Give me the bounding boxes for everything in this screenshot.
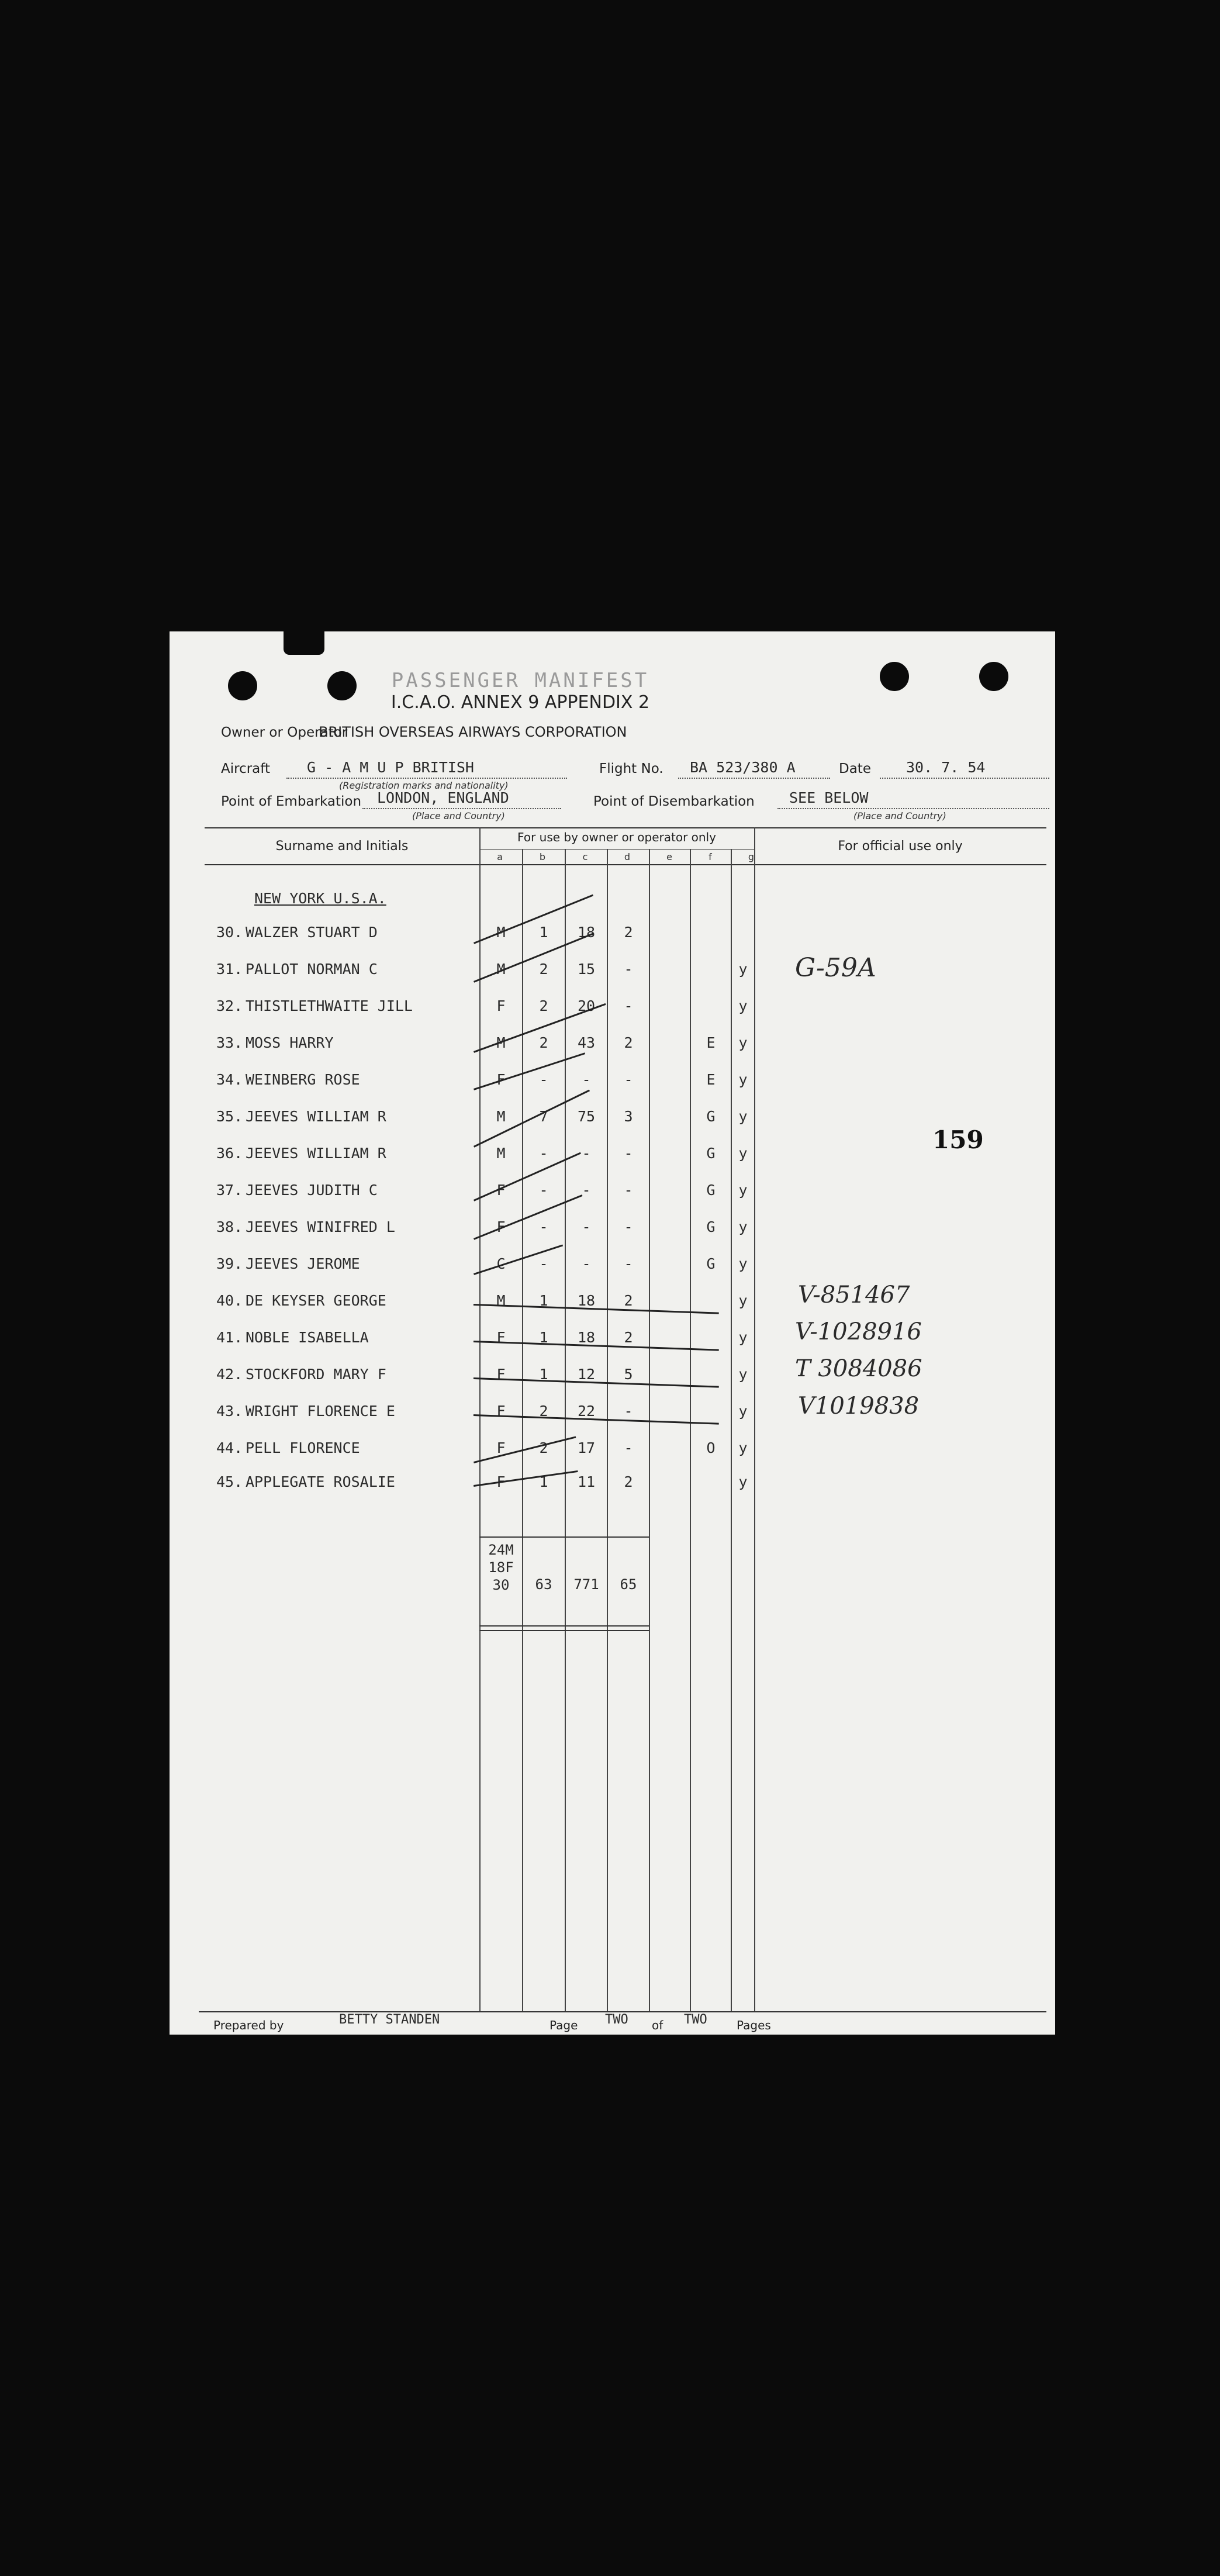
dotted-line bbox=[362, 808, 561, 809]
passenger-row bbox=[170, 1255, 1055, 1289]
passenger-row bbox=[170, 1218, 1055, 1252]
flight-label: Flight No. bbox=[599, 761, 663, 776]
cell-c: 18 bbox=[577, 1292, 596, 1309]
passenger-row bbox=[170, 1473, 1055, 1507]
manifest-page bbox=[170, 631, 1055, 2035]
aircraft-label: Aircraft bbox=[221, 761, 270, 776]
cell-f: G bbox=[706, 1108, 716, 1125]
cell-b: - bbox=[539, 1255, 548, 1272]
row-number: 31. bbox=[216, 961, 243, 978]
cell-a: M bbox=[496, 924, 506, 941]
handwritten-note: T 3084086 bbox=[795, 1355, 922, 1382]
cell-g: y bbox=[738, 1182, 748, 1199]
total-d: 65 bbox=[620, 1576, 637, 1593]
cell-d: - bbox=[624, 1255, 633, 1272]
row-number: 30. bbox=[216, 924, 243, 941]
pages-label: Pages bbox=[737, 2018, 771, 2032]
handwritten-note: V-851467 bbox=[798, 1282, 910, 1308]
passenger-row bbox=[170, 1034, 1055, 1068]
dotted-line bbox=[777, 808, 1049, 809]
cell-a: F bbox=[496, 1071, 506, 1088]
aircraft-value: G - A M U P BRITISH bbox=[307, 759, 474, 776]
total-c: 771 bbox=[573, 1576, 599, 1593]
dotted-line bbox=[880, 778, 1049, 779]
cell-b: 2 bbox=[539, 1439, 548, 1456]
handwritten-note: V1019838 bbox=[798, 1393, 920, 1420]
cell-a: F bbox=[496, 997, 506, 1014]
cell-g: y bbox=[738, 1329, 748, 1346]
row-number: 44. bbox=[216, 1439, 243, 1456]
passenger-row bbox=[170, 1182, 1055, 1216]
cell-a: M bbox=[496, 1145, 506, 1162]
cell-g: y bbox=[738, 1473, 748, 1490]
cell-c: 75 bbox=[577, 1108, 596, 1125]
embarkation-label: Point of Embarkation bbox=[221, 794, 362, 809]
cell-a: F bbox=[496, 1218, 506, 1235]
cell-b: 1 bbox=[539, 924, 548, 941]
cell-c: 17 bbox=[577, 1439, 596, 1456]
col-g-letter: g bbox=[748, 851, 755, 862]
cell-d: 2 bbox=[624, 924, 633, 941]
cell-f: G bbox=[706, 1218, 716, 1235]
cell-a: M bbox=[496, 961, 506, 978]
cell-c: - bbox=[582, 1182, 591, 1199]
cell-d: 2 bbox=[624, 1292, 633, 1309]
totals-bottom-rule bbox=[479, 1625, 649, 1627]
embarkation-value: LONDON, ENGLAND bbox=[377, 789, 509, 806]
of-label: of bbox=[652, 2018, 663, 2032]
cell-c: - bbox=[582, 1145, 591, 1162]
flight-value: BA 523/380 A bbox=[690, 759, 796, 776]
cell-d: - bbox=[624, 961, 633, 978]
cell-b: - bbox=[539, 1145, 548, 1162]
cell-a: F bbox=[496, 1329, 506, 1346]
total-males: 24M bbox=[488, 1542, 514, 1558]
cell-c: 18 bbox=[577, 1329, 596, 1346]
passenger-name: JEEVES JUDITH C bbox=[246, 1182, 378, 1199]
cell-d: 3 bbox=[624, 1108, 633, 1125]
passenger-name: DE KEYSER GEORGE bbox=[246, 1292, 386, 1309]
passenger-row bbox=[170, 997, 1055, 1031]
cell-f: E bbox=[706, 1071, 716, 1088]
handwritten-note: G-59A bbox=[795, 953, 876, 983]
cell-a: F bbox=[496, 1403, 506, 1420]
cell-a: F bbox=[496, 1473, 506, 1490]
row-number: 39. bbox=[216, 1255, 243, 1272]
cell-c: 20 bbox=[577, 997, 596, 1014]
owner-value: BRITISH OVERSEAS AIRWAYS CORPORATION bbox=[319, 724, 627, 740]
row-number: 37. bbox=[216, 1182, 243, 1199]
passenger-name: WRIGHT FLORENCE E bbox=[246, 1403, 395, 1420]
col-name-header: Surname and Initials bbox=[275, 839, 409, 854]
disembarkation-value: SEE BELOW bbox=[789, 789, 869, 806]
passenger-name: THISTLETHWAITE JILL bbox=[246, 997, 413, 1014]
cell-c: 11 bbox=[577, 1473, 596, 1490]
dotted-line bbox=[286, 778, 567, 779]
cell-g: y bbox=[738, 997, 748, 1014]
cell-b: - bbox=[539, 1218, 548, 1235]
page-value: TWO bbox=[605, 2012, 628, 2027]
col-official-header: For official use only bbox=[838, 839, 963, 854]
punch-hole bbox=[880, 662, 909, 691]
table-header-rule bbox=[205, 864, 1046, 865]
total-a-value: 30 bbox=[492, 1577, 510, 1593]
date-value: 30. 7. 54 bbox=[906, 759, 986, 776]
passenger-name: JEEVES WILLIAM R bbox=[246, 1145, 386, 1162]
date-label: Date bbox=[839, 761, 871, 776]
punch-hole bbox=[228, 671, 257, 700]
passenger-row bbox=[170, 1108, 1055, 1142]
passenger-name: PELL FLORENCE bbox=[246, 1439, 360, 1456]
passenger-name: WEINBERG ROSE bbox=[246, 1071, 360, 1088]
cell-a: F bbox=[496, 1439, 506, 1456]
row-number: 45. bbox=[216, 1473, 243, 1490]
cell-c: 22 bbox=[577, 1403, 596, 1420]
cell-b: 1 bbox=[539, 1292, 548, 1309]
cell-c: 12 bbox=[577, 1366, 596, 1383]
passenger-row bbox=[170, 1439, 1055, 1473]
passenger-row bbox=[170, 924, 1055, 958]
cell-g: y bbox=[738, 1145, 748, 1162]
cell-c: 18 bbox=[577, 924, 596, 941]
row-number: 32. bbox=[216, 997, 243, 1014]
cell-d: - bbox=[624, 1439, 633, 1456]
prepared-value: BETTY STANDEN bbox=[339, 2012, 440, 2027]
of-value: TWO bbox=[684, 2012, 707, 2027]
row-number: 35. bbox=[216, 1108, 243, 1125]
cell-c: - bbox=[582, 1071, 591, 1088]
total-b: 63 bbox=[535, 1576, 552, 1593]
cell-b: 2 bbox=[539, 1403, 548, 1420]
cell-b: 7 bbox=[539, 1108, 548, 1125]
cell-d: 2 bbox=[624, 1329, 633, 1346]
cell-d: - bbox=[624, 1403, 633, 1420]
passenger-row bbox=[170, 1071, 1055, 1105]
col-b-letter: b bbox=[539, 851, 546, 862]
cell-b: - bbox=[539, 1071, 548, 1088]
row-number: 36. bbox=[216, 1145, 243, 1162]
cell-b: 2 bbox=[539, 997, 548, 1014]
cell-g: y bbox=[738, 1255, 748, 1272]
passenger-row bbox=[170, 961, 1055, 995]
passenger-name: STOCKFORD MARY F bbox=[246, 1366, 386, 1383]
passenger-name: PALLOT NORMAN C bbox=[246, 961, 378, 978]
cell-c: 15 bbox=[577, 961, 596, 978]
passenger-name: MOSS HARRY bbox=[246, 1034, 334, 1051]
cell-g: y bbox=[738, 1218, 748, 1235]
passenger-name: APPLEGATE ROSALIE bbox=[246, 1473, 395, 1490]
cell-c: - bbox=[582, 1255, 591, 1272]
cell-b: - bbox=[539, 1182, 548, 1199]
aircraft-note: (Registration marks and nationality) bbox=[339, 780, 509, 791]
cell-b: 2 bbox=[539, 961, 548, 978]
col-f-letter: f bbox=[709, 851, 712, 862]
disembarkation-note: (Place and Country) bbox=[853, 810, 946, 821]
row-number: 41. bbox=[216, 1329, 243, 1346]
punch-hole bbox=[979, 662, 1008, 691]
handwritten-note: V-1028916 bbox=[795, 1318, 922, 1345]
cell-b: 2 bbox=[539, 1034, 548, 1051]
cell-a: F bbox=[496, 1182, 506, 1199]
row-number: 43. bbox=[216, 1403, 243, 1420]
stamp-number: 159 bbox=[932, 1125, 984, 1154]
totals-bottom-rule bbox=[479, 1630, 649, 1631]
cell-f: G bbox=[706, 1182, 716, 1199]
cell-f: E bbox=[706, 1034, 716, 1051]
cell-a: C bbox=[496, 1255, 506, 1272]
passenger-row bbox=[170, 1145, 1055, 1179]
cell-g: y bbox=[738, 961, 748, 978]
cell-b: 1 bbox=[539, 1473, 548, 1490]
form-subtitle: I.C.A.O. ANNEX 9 APPENDIX 2 bbox=[390, 692, 650, 713]
destination-heading: NEW YORK U.S.A. bbox=[254, 890, 386, 907]
cell-d: - bbox=[624, 1071, 633, 1088]
cell-f: G bbox=[706, 1145, 716, 1162]
total-females: 18F bbox=[488, 1559, 514, 1576]
passenger-name: WALZER STUART D bbox=[246, 924, 378, 941]
disembarkation-label: Point of Disembarkation bbox=[593, 794, 755, 809]
cell-g: y bbox=[738, 1071, 748, 1088]
col-c-letter: c bbox=[582, 851, 588, 862]
passenger-name: JEEVES WILLIAM R bbox=[246, 1108, 386, 1125]
total-a bbox=[480, 1541, 522, 1594]
cell-d: 2 bbox=[624, 1034, 633, 1051]
page-label: Page bbox=[549, 2018, 578, 2032]
embarkation-note: (Place and Country) bbox=[412, 810, 505, 821]
dotted-line bbox=[678, 778, 830, 779]
binder-tab bbox=[284, 631, 324, 655]
cell-a: M bbox=[496, 1034, 506, 1051]
owner-label: Owner or Operator bbox=[221, 725, 348, 740]
cell-f: O bbox=[706, 1439, 716, 1456]
cell-d: 5 bbox=[624, 1366, 633, 1383]
cell-d: - bbox=[624, 997, 633, 1014]
cell-c: - bbox=[582, 1218, 591, 1235]
row-number: 40. bbox=[216, 1292, 243, 1309]
cell-a: M bbox=[496, 1292, 506, 1309]
col-owner-header: For use by owner or operator only bbox=[517, 830, 716, 844]
form-title: PASSENGER MANIFEST bbox=[391, 669, 649, 692]
row-number: 33. bbox=[216, 1034, 243, 1051]
cell-g: y bbox=[738, 1439, 748, 1456]
passenger-name: JEEVES JEROME bbox=[246, 1255, 360, 1272]
cell-d: - bbox=[624, 1145, 633, 1162]
subheader-rule bbox=[479, 849, 754, 850]
col-e-letter: e bbox=[666, 851, 672, 862]
cell-b: 1 bbox=[539, 1329, 548, 1346]
cell-d: - bbox=[624, 1218, 633, 1235]
cell-g: y bbox=[738, 1108, 748, 1125]
cell-g: y bbox=[738, 1034, 748, 1051]
cell-c: 43 bbox=[577, 1034, 596, 1051]
cell-b: 1 bbox=[539, 1366, 548, 1383]
table-top-rule bbox=[205, 827, 1046, 828]
row-number: 38. bbox=[216, 1218, 243, 1235]
passenger-name: NOBLE ISABELLA bbox=[246, 1329, 369, 1346]
cell-g: y bbox=[738, 1292, 748, 1309]
row-number: 42. bbox=[216, 1366, 243, 1383]
cell-d: 2 bbox=[624, 1473, 633, 1490]
cell-g: y bbox=[738, 1403, 748, 1420]
totals-top-rule bbox=[479, 1536, 649, 1538]
prepared-label: Prepared by bbox=[213, 2018, 284, 2032]
col-a-letter: a bbox=[497, 851, 503, 862]
col-d-letter: d bbox=[624, 851, 631, 862]
cell-f: G bbox=[706, 1255, 716, 1272]
cell-a: M bbox=[496, 1108, 506, 1125]
passenger-name: JEEVES WINIFRED L bbox=[246, 1218, 395, 1235]
cell-d: - bbox=[624, 1182, 633, 1199]
row-number: 34. bbox=[216, 1071, 243, 1088]
cell-g: y bbox=[738, 1366, 748, 1383]
cell-a: F bbox=[496, 1366, 506, 1383]
